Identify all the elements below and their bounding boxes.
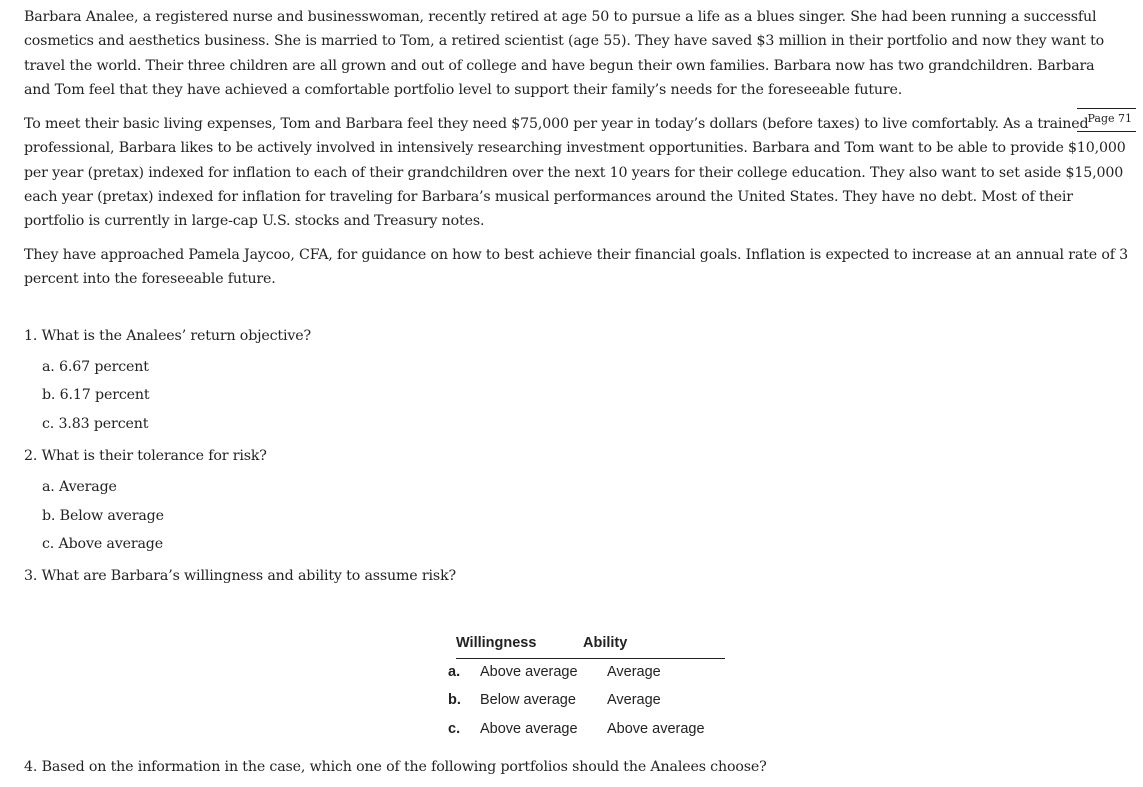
case-paragraph-3: They have approached Pamela Jaycoo, CFA, for guidance on how to best achieve their financial goals. Inflation is expected to increase at an annual rate of 3 percent into the foreseeable future.: [24, 247, 1129, 288]
option-text: Below average: [59, 508, 164, 524]
row-label: c.: [448, 721, 461, 737]
option-text: 6.67 percent: [59, 359, 149, 375]
question-text: Based on the information in the case, which one of the following portfolios should the Analees choose?: [41, 759, 767, 775]
question-number: 2.: [24, 448, 38, 464]
row-label: a.: [448, 664, 461, 680]
option-text: Above average: [58, 536, 163, 552]
page-number-marker: Page 71: [1077, 108, 1136, 132]
question-1: [24, 326, 311, 346]
option-label: c.: [42, 416, 55, 432]
question-1-option-a: [42, 357, 149, 377]
case-paragraph-1: Barbara Analee, a registered nurse and businesswoman, recently retired at age 50 to pursue a life as a blues singer. She had been running a successful cosmetics and aesthetics business. She is married to Tom, a retired scientist (age 55). They have saved $3 million in their portfolio and now they want to travel the world. Their three children are all grown and out of college and have begun their own families. Barbara now has two grandchildren. Barbara and Tom feel that they have achieved a comfortable portfolio level to support their family’s needs for the foreseeable future.: [24, 9, 1105, 98]
question-text: What are Barbara’s willingness and ability to assume risk?: [41, 568, 456, 584]
question-2-option-b: [42, 506, 164, 526]
question-2-option-a: [42, 477, 117, 497]
column-header-ability: Ability: [583, 635, 628, 651]
table-row: [424, 692, 724, 714]
question-number: 3.: [24, 568, 38, 584]
option-label: b.: [42, 508, 56, 524]
question-number: 4.: [24, 759, 38, 775]
willingness-cell: Below average: [480, 692, 576, 708]
option-label: a.: [42, 479, 55, 495]
table-row: [424, 721, 724, 743]
option-text: 6.17 percent: [59, 387, 150, 403]
column-header-willingness: Willingness: [456, 635, 537, 651]
question-1-option-b: [42, 385, 149, 405]
option-label: a.: [42, 359, 55, 375]
option-text: 3.83 percent: [58, 416, 149, 432]
ability-cell: Average: [607, 692, 661, 708]
question-text: What is the Analees’ return objective?: [41, 328, 311, 344]
header-rule: [456, 658, 725, 659]
question-4: [24, 757, 767, 777]
question-2: [24, 446, 267, 466]
case-paragraph-2: To meet their basic living expenses, Tom and Barbara feel they need $75,000 per year in today’s dollars (before taxes) to live comfortably. As a trained professional, Barbara likes to be actively involved in intensively researching investment opportunities. Barbara and Tom want to be able to provide $10,000 per year (pretax) indexed for inflation to each of their grandchildren over the next 10 years for their college education. They also want to set aside $15,000 each year (pretax) indexed for inflation for traveling for Barbara’s musical performances around the United States. They have no debt. Most of their portfolio is currently in large-cap U.S. stocks and Treasury notes.: [24, 116, 1126, 230]
question-text: What is their tolerance for risk?: [41, 448, 267, 464]
option-label: c.: [42, 536, 55, 552]
question-1-option-c: [42, 414, 148, 434]
ability-cell: Above average: [607, 721, 705, 737]
option-text: Average: [59, 479, 117, 495]
willingness-cell: Above average: [480, 721, 578, 737]
question-2-option-c: [42, 534, 163, 554]
option-label: b.: [42, 387, 56, 403]
table-row: [424, 664, 724, 686]
willingness-cell: Above average: [480, 664, 578, 680]
ability-cell: Average: [607, 664, 661, 680]
row-label: b.: [448, 692, 461, 708]
question-3: [24, 566, 456, 586]
question-number: 1.: [24, 328, 38, 344]
